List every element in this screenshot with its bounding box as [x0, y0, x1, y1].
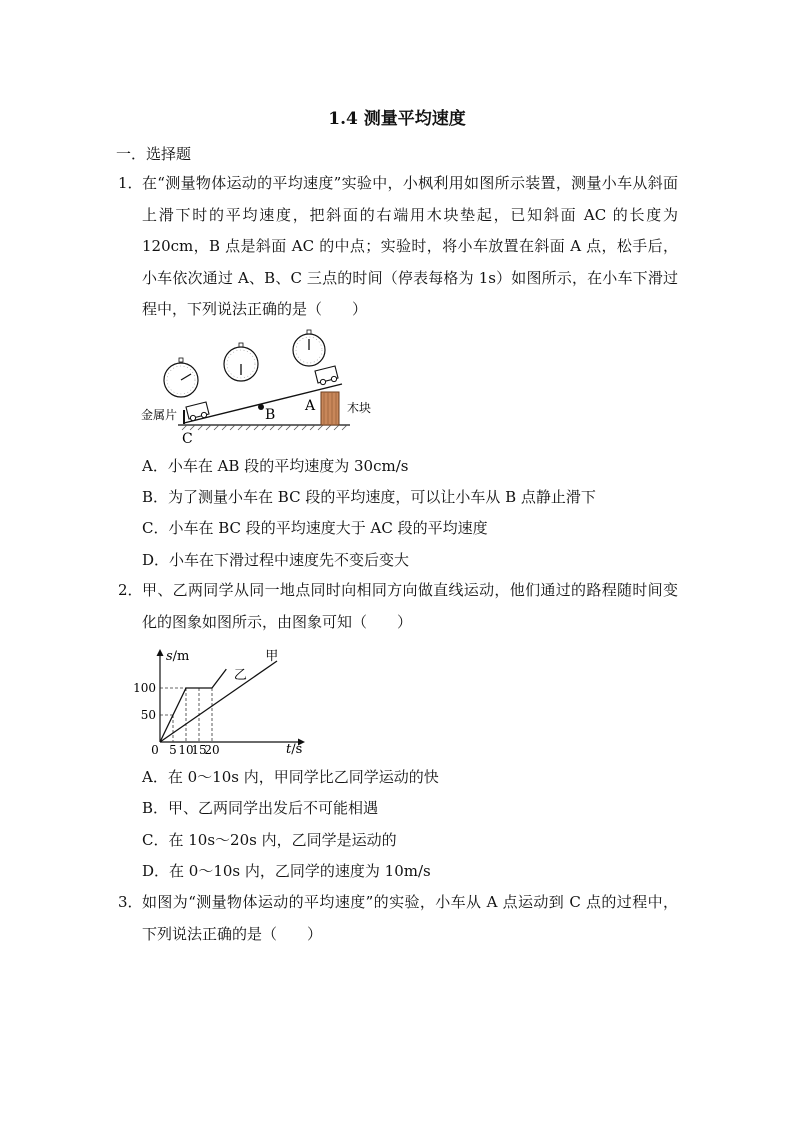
- q2-option-c[interactable]: C．在 10s～20s 内，乙同学是运动的: [142, 831, 397, 849]
- stopwatch-a: [293, 330, 325, 366]
- y-axis-label: s/m: [166, 649, 190, 664]
- question-number: 3．: [118, 893, 143, 911]
- q2-option-d[interactable]: D．在 0～10s 内，乙同学的速度为 10m/s: [142, 862, 431, 880]
- question-text: 如图为“测量物体运动的平均速度”的实验，小车从 A 点运动到 C 点的过程中，下列说法正确的是（ ）: [142, 893, 678, 943]
- question-number: 2．: [118, 581, 143, 599]
- s-t-chart: [133, 640, 318, 758]
- x-tick-label: 20: [204, 743, 220, 757]
- series-label-jia: 甲: [265, 649, 279, 664]
- stopwatch-c: [164, 358, 198, 397]
- label-a: A: [305, 398, 316, 414]
- incline-figure: [138, 326, 378, 448]
- point-b: [258, 404, 264, 410]
- question-1: [118, 168, 678, 326]
- y-tick-label: 50: [140, 708, 156, 722]
- q2-option-a[interactable]: A．在 0～10s 内，甲同学比乙同学运动的快: [142, 768, 439, 786]
- q1-option-b[interactable]: B．为了测量小车在 BC 段的平均速度，可以让小车从 B 点静止滑下: [142, 488, 596, 506]
- series-line-yi: [160, 669, 226, 742]
- series-label-yi: 乙: [233, 668, 247, 684]
- q1-option-d[interactable]: D．小车在下滑过程中速度先不变后变大: [142, 551, 410, 569]
- metal-plate-label: 金属片: [141, 408, 178, 422]
- question-text: 甲、乙两同学从同一地点同时向相同方向做直线运动，他们通过的路程随时间变化的图象如图所示，由图象可知（ ）: [142, 581, 678, 631]
- stopwatch-b: [224, 343, 258, 381]
- question-3: [118, 887, 678, 950]
- origin-label: 0: [151, 743, 159, 757]
- q1-option-a[interactable]: A．小车在 AB 段的平均速度为 30cm/s: [142, 457, 409, 475]
- question-text: 在“测量物体运动的平均速度”实验中，小枫利用如图所示装置，测量小车从斜面上滑下时的平均速度，把斜面的右端用木块垫起，已知斜面 AC 的长度为 120cm，B 点是斜面 AC 的中点；实验时，将小车放置在斜面 A 点，松手后，小车依次通过 A、B、C 三点的时间（停表每格为 1s）如图所示，在小车下滑过程中，下列说法正确的是（ ）: [142, 174, 678, 318]
- question-number: 1．: [118, 174, 143, 192]
- q2-option-b[interactable]: B．甲、乙两同学出发后不可能相遇: [142, 799, 379, 817]
- block-label: 木块: [347, 401, 372, 415]
- x-axis-label: t/s: [286, 742, 303, 757]
- page-title: 1.4 测量平均速度: [328, 109, 466, 129]
- q1-option-c[interactable]: C．小车在 BC 段的平均速度大于 AC 段的平均速度: [142, 519, 488, 537]
- x-tick-label: 10: [178, 743, 194, 757]
- cart-a: [315, 366, 338, 385]
- section-heading: 一．选择题: [116, 145, 192, 163]
- question-2: [118, 575, 678, 638]
- x-tick-label: 5: [169, 743, 177, 757]
- y-axis-arrow: [157, 649, 164, 656]
- y-tick-label: 100: [133, 681, 156, 695]
- x-tick-label: 15: [191, 743, 207, 757]
- series-line-jia: [160, 661, 277, 742]
- label-c: C: [182, 431, 193, 447]
- label-b: B: [265, 407, 276, 423]
